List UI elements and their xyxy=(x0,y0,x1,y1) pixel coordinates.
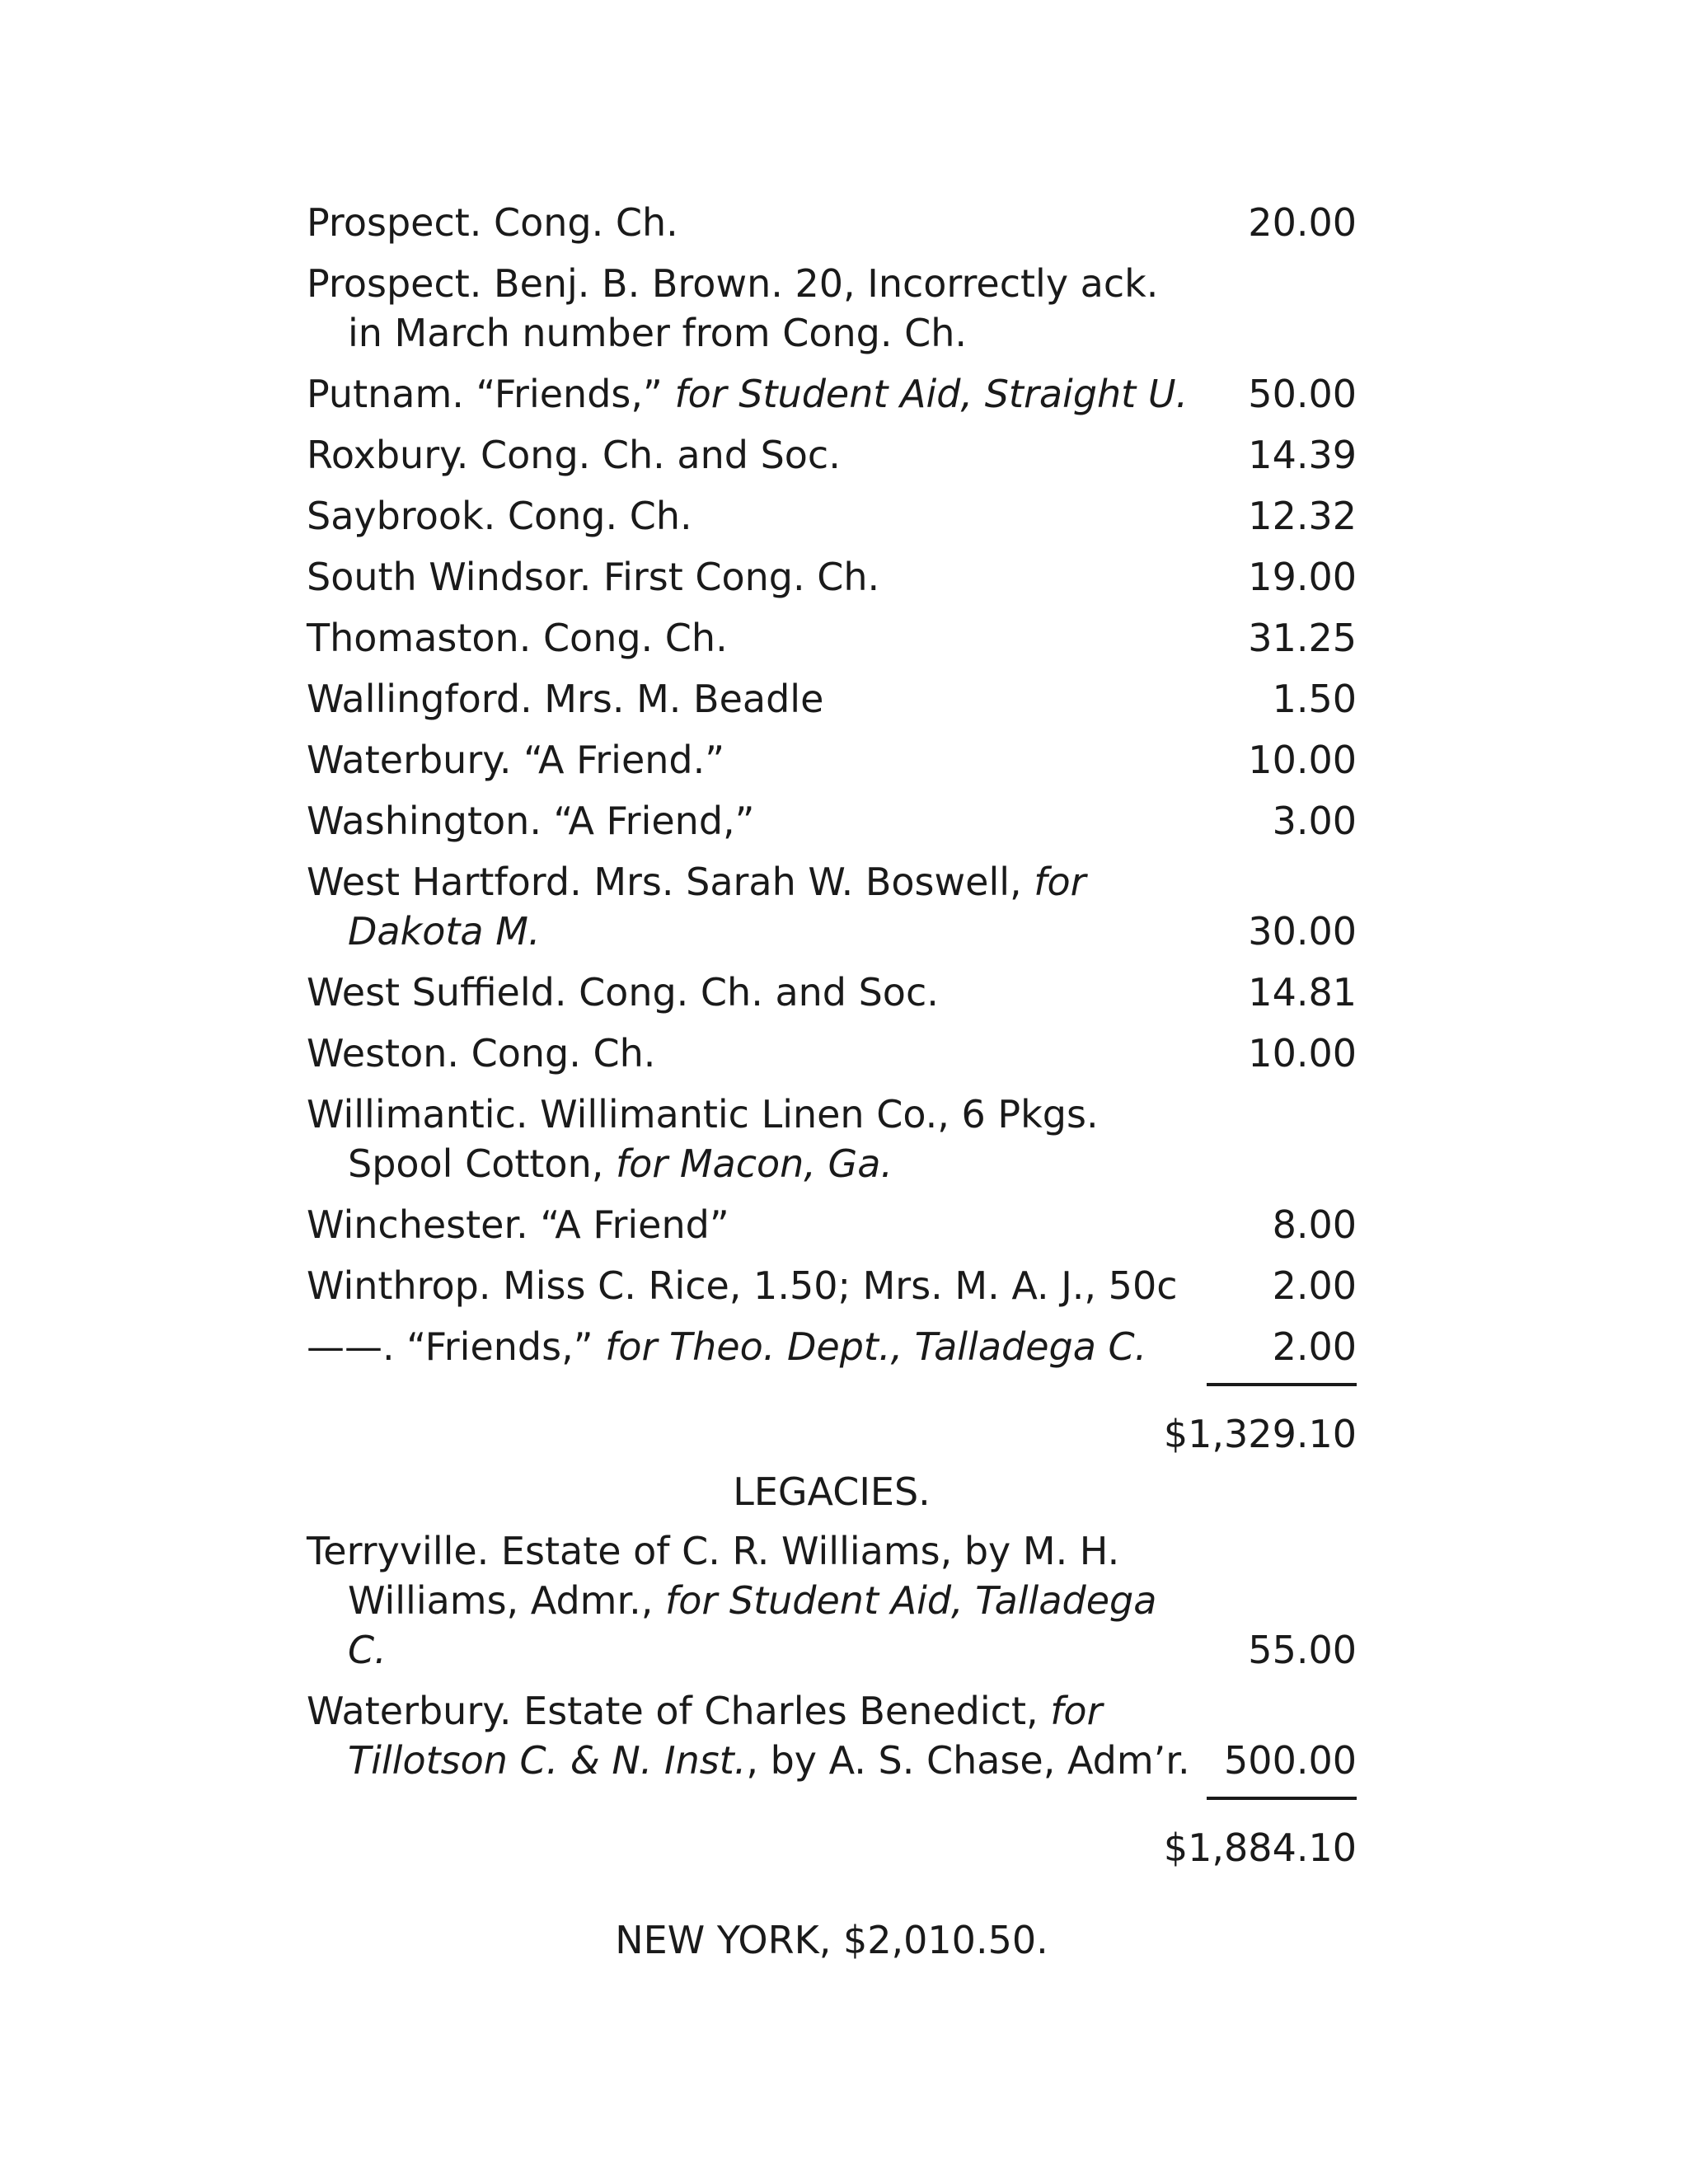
entry-description: Winchester. “A Friend” xyxy=(307,1202,729,1247)
entry-amount: 31.25 xyxy=(1248,616,1357,660)
entry-amount: 14.81 xyxy=(1248,970,1357,1015)
subtotal-amount: $1,329.10 xyxy=(1163,1412,1357,1456)
entry-description: Putnam. “Friends,” for Student Aid, Straight U. xyxy=(307,372,1189,416)
sum-rule xyxy=(307,1797,1357,1800)
entry-amount: 12.32 xyxy=(1248,494,1357,538)
entry-description: Waterbury. “A Friend.” xyxy=(307,738,725,782)
grand-total-row xyxy=(307,1823,1357,1872)
entry-row xyxy=(307,1029,1357,1078)
entry-amount: 2.00 xyxy=(1272,1263,1357,1308)
sum-rule xyxy=(307,1383,1357,1386)
legacy-row xyxy=(307,1686,1357,1785)
entry-row xyxy=(307,674,1357,724)
entry-description: Thomaston. Cong. Ch. xyxy=(307,616,728,660)
entry-amount: 20.00 xyxy=(1248,200,1357,245)
entry-row xyxy=(307,552,1357,602)
entry-row xyxy=(307,1261,1357,1310)
legacy-row xyxy=(307,1526,1357,1675)
entry-row xyxy=(307,491,1357,541)
entry-description: South Windsor. First Cong. Ch. xyxy=(307,555,880,599)
entry-row xyxy=(307,968,1357,1017)
entry-description: Saybrook. Cong. Ch. xyxy=(307,494,692,538)
entry-row xyxy=(307,369,1357,419)
entry-amount: 50.00 xyxy=(1248,372,1357,416)
entry-description: West Suffield. Cong. Ch. and Soc. xyxy=(307,970,939,1015)
entry-amount: 3.00 xyxy=(1272,799,1357,843)
entry-amount: 8.00 xyxy=(1272,1202,1357,1247)
entry-row xyxy=(307,735,1357,785)
entry-description: Prospect. Cong. Ch. xyxy=(307,200,678,245)
entry-description: ——. “Friends,” for Theo. Dept., Talladega C. xyxy=(307,1324,1147,1369)
entry-amount: 1.50 xyxy=(1272,677,1357,721)
entry-row xyxy=(307,857,1357,956)
entry-amount: 10.00 xyxy=(1248,1031,1357,1076)
entry-description: Washington. “A Friend,” xyxy=(307,799,755,843)
entry-row xyxy=(307,1200,1357,1249)
legacy-description: Terryville. Estate of C. R. Williams, by M. H. Williams, Admr., for Student Aid, Talladega C. xyxy=(307,1529,1157,1672)
entry-description: Winthrop. Miss C. Rice, 1.50; Mrs. M. A. J., 50c xyxy=(307,1263,1178,1308)
subtotal-row xyxy=(307,1409,1357,1459)
legacy-amount: 55.00 xyxy=(1248,1628,1357,1672)
entry-row xyxy=(307,613,1357,663)
entry-amount: 30.00 xyxy=(1248,909,1357,954)
entry-description: Wallingford. Mrs. M. Beadle xyxy=(307,677,824,721)
entry-row xyxy=(307,796,1357,846)
legacy-amount: 500.00 xyxy=(1224,1738,1357,1783)
entry-description: West Hartford. Mrs. Sarah W. Boswell, for Dakota M. xyxy=(307,860,1086,954)
legacies-heading: LEGACIES. xyxy=(733,1469,931,1514)
entry-row xyxy=(307,1090,1357,1188)
entry-description: Weston. Cong. Ch. xyxy=(307,1031,656,1076)
entry-row xyxy=(307,1322,1357,1371)
entry-description: Roxbury. Cong. Ch. and Soc. xyxy=(307,433,841,477)
entry-description: Willimantic. Willimantic Linen Co., 6 Pkgs. Spool Cotton, for Macon, Ga. xyxy=(307,1092,1099,1186)
entry-amount: 10.00 xyxy=(1248,738,1357,782)
entry-amount: 14.39 xyxy=(1248,433,1357,477)
entry-row xyxy=(307,259,1357,358)
legacy-description: Waterbury. Estate of Charles Benedict, for Tillotson C. & N. Inst., by A. S. Chase, Adm’r. xyxy=(307,1689,1190,1783)
document-page xyxy=(307,198,1357,1965)
entry-row xyxy=(307,198,1357,247)
entry-row xyxy=(307,430,1357,480)
entry-amount: 19.00 xyxy=(1248,555,1357,599)
entry-amount: 2.00 xyxy=(1272,1324,1357,1369)
entry-description: Prospect. Benj. B. Brown. 20, Incorrectly ack. in March number from Cong. Ch. xyxy=(307,261,1159,355)
next-section-heading: NEW YORK, $2,010.50. xyxy=(615,1918,1048,1962)
grand-total-amount: $1,884.10 xyxy=(1163,1825,1357,1870)
